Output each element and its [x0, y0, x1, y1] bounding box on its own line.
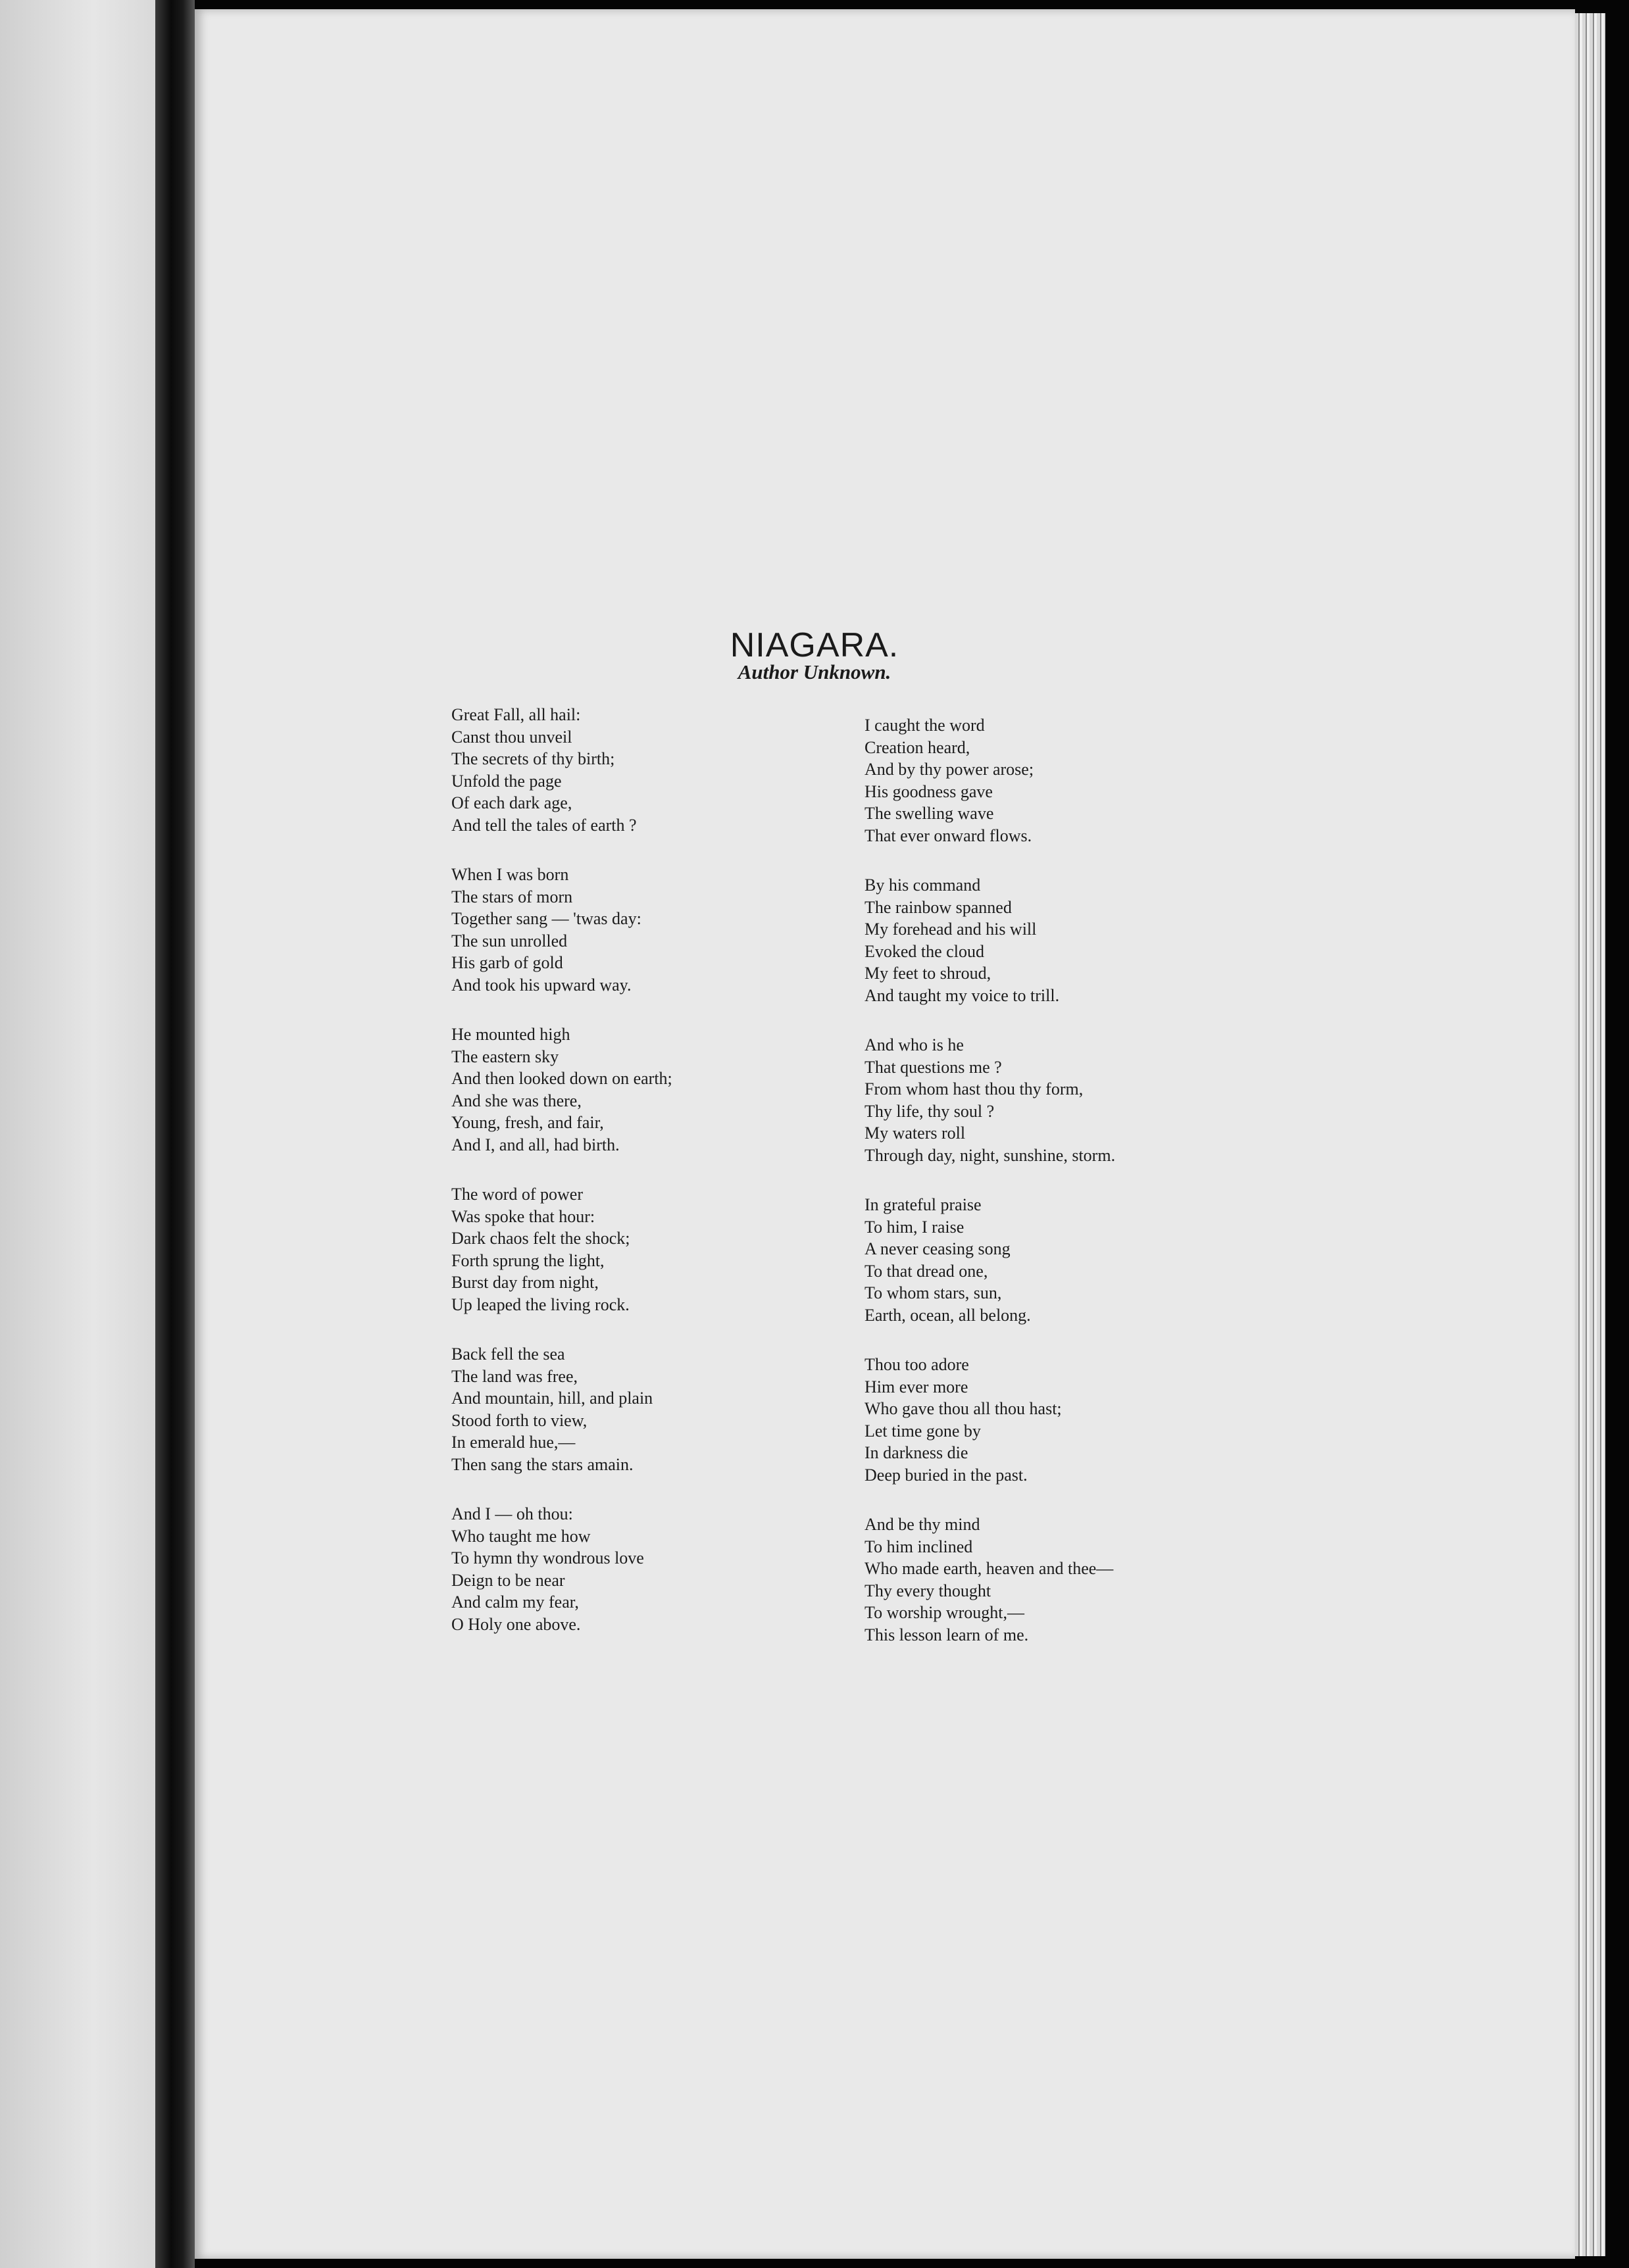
page-edges: [1575, 13, 1605, 2256]
poem-line: Burst day from night,: [451, 1273, 599, 1292]
poem-line: The eastern sky: [451, 1047, 559, 1066]
poem-line: Creation heard,: [865, 737, 970, 757]
poem-line: Back fell the sea: [451, 1344, 565, 1364]
poem-line: The rainbow spanned: [865, 897, 1012, 917]
stanza: [865, 1034, 1115, 1166]
poem-line: Thy every thought: [865, 1581, 991, 1600]
stanza: [451, 1343, 672, 1475]
poem-author: Author Unknown.: [738, 660, 891, 683]
poem-line: And calm my fear,: [451, 1592, 579, 1612]
poem-line: My feet to shroud,: [865, 964, 991, 983]
poem-line: To hymn thy wondrous love: [451, 1548, 644, 1567]
poem-line: Young, fresh, and fair,: [451, 1113, 604, 1132]
poem-line: The word of power: [451, 1185, 583, 1204]
poem-line: Stood forth to view,: [451, 1410, 588, 1430]
facing-page-edge: [0, 0, 155, 2268]
poem-line: He mounted high: [451, 1025, 570, 1044]
stanza: [865, 1194, 1115, 1326]
poem-line: And she was there,: [451, 1091, 582, 1110]
poem-line: O Holy one above.: [451, 1614, 581, 1634]
poem-line: To whom stars, sun,: [865, 1283, 1002, 1302]
poem-line: Was spoke that hour:: [451, 1206, 595, 1226]
stanza: [865, 1354, 1115, 1486]
poem-line: In grateful praise: [865, 1195, 982, 1214]
poem-line: Then sang the stars amain.: [451, 1454, 634, 1474]
poem-line: To him inclined: [865, 1537, 973, 1556]
poem-line: And then looked down on earth;: [451, 1069, 672, 1088]
poem-line: Thy life, thy soul ?: [865, 1101, 995, 1121]
stanza: [865, 1514, 1115, 1646]
poem-line: Forth sprung the light,: [451, 1250, 605, 1270]
poem-line: Let time gone by: [865, 1421, 981, 1441]
poem-line: The land was free,: [451, 1366, 578, 1386]
poem-line: Great Fall, all hail:: [451, 705, 581, 724]
stanza: [451, 1023, 672, 1156]
poem-line: And took his upward way.: [451, 975, 632, 995]
poem-line: Through day, night, sunshine, storm.: [865, 1145, 1116, 1165]
stanza: [451, 1503, 672, 1635]
poem-line: The secrets of thy birth;: [451, 749, 615, 768]
poem-line: And be thy mind: [865, 1515, 980, 1534]
stanza: [451, 864, 672, 996]
poem-line: To him, I raise: [865, 1217, 965, 1237]
poem-line: Unfold the page: [451, 771, 562, 791]
poem-line: Deign to be near: [451, 1570, 565, 1590]
poem-line: Who gave thou all thou hast;: [865, 1399, 1062, 1418]
stanza: [865, 714, 1115, 847]
poem-line: My forehead and his will: [865, 920, 1037, 939]
poem-line: A never ceasing song: [865, 1239, 1011, 1258]
poem-line: Who taught me how: [451, 1526, 591, 1546]
poem-line: And tell the tales of earth ?: [451, 815, 637, 835]
stanza: [451, 1183, 672, 1316]
poem-line: His goodness gave: [865, 781, 993, 801]
poem-line: And I — oh thou:: [451, 1504, 573, 1523]
stanza: [451, 704, 672, 836]
poem-line: The sun unrolled: [451, 931, 568, 950]
poem-line: In darkness die: [865, 1443, 968, 1462]
poem-line: And I, and all, had birth.: [451, 1135, 620, 1154]
poem-line: Together sang — 'twas day:: [451, 909, 641, 928]
poem-line: This lesson learn of me.: [865, 1625, 1029, 1644]
poem-line: Of each dark age,: [451, 793, 572, 812]
poem-line: To worship wrought,—: [865, 1603, 1025, 1622]
poem-line: I caught the word: [865, 716, 985, 735]
poem-line: From whom hast thou thy form,: [865, 1079, 1084, 1098]
poem-title: NIAGARA.: [730, 626, 899, 664]
poem-line: And by thy power arose;: [865, 760, 1034, 779]
poem-column-right: [865, 714, 1115, 1673]
book-gutter: [155, 0, 195, 2268]
poem-line: And who is he: [865, 1035, 964, 1054]
poem-column-left: [451, 704, 672, 1663]
poem-line: And mountain, hill, and plain: [451, 1389, 653, 1408]
poem-line: The swelling wave: [865, 804, 994, 823]
stanza: [865, 874, 1115, 1006]
poem-line: Canst thou unveil: [451, 727, 572, 747]
poem-line: To that dread one,: [865, 1261, 988, 1281]
poem-line: Deep buried in the past.: [865, 1465, 1028, 1485]
poem-line: Earth, ocean, all belong.: [865, 1305, 1031, 1325]
poem-line: Thou too adore: [865, 1355, 969, 1374]
poem-line: The stars of morn: [451, 887, 573, 906]
poem-line: Who made earth, heaven and thee—: [865, 1559, 1114, 1578]
poem-line: His garb of gold: [451, 953, 563, 972]
poem-line: Up leaped the living rock.: [451, 1294, 630, 1314]
poem-line: My waters roll: [865, 1123, 966, 1143]
poem-line: Him ever more: [865, 1377, 968, 1396]
poem-line: In emerald hue,—: [451, 1433, 576, 1452]
poem-line: Dark chaos felt the shock;: [451, 1229, 630, 1248]
poem-line: That questions me ?: [865, 1057, 1002, 1077]
poem-line: And taught my voice to trill.: [865, 985, 1060, 1005]
poem-line: When I was born: [451, 865, 569, 884]
poem-line: By his command: [865, 875, 981, 895]
poem-line: Evoked the cloud: [865, 941, 984, 961]
poem-line: That ever onward flows.: [865, 826, 1032, 845]
